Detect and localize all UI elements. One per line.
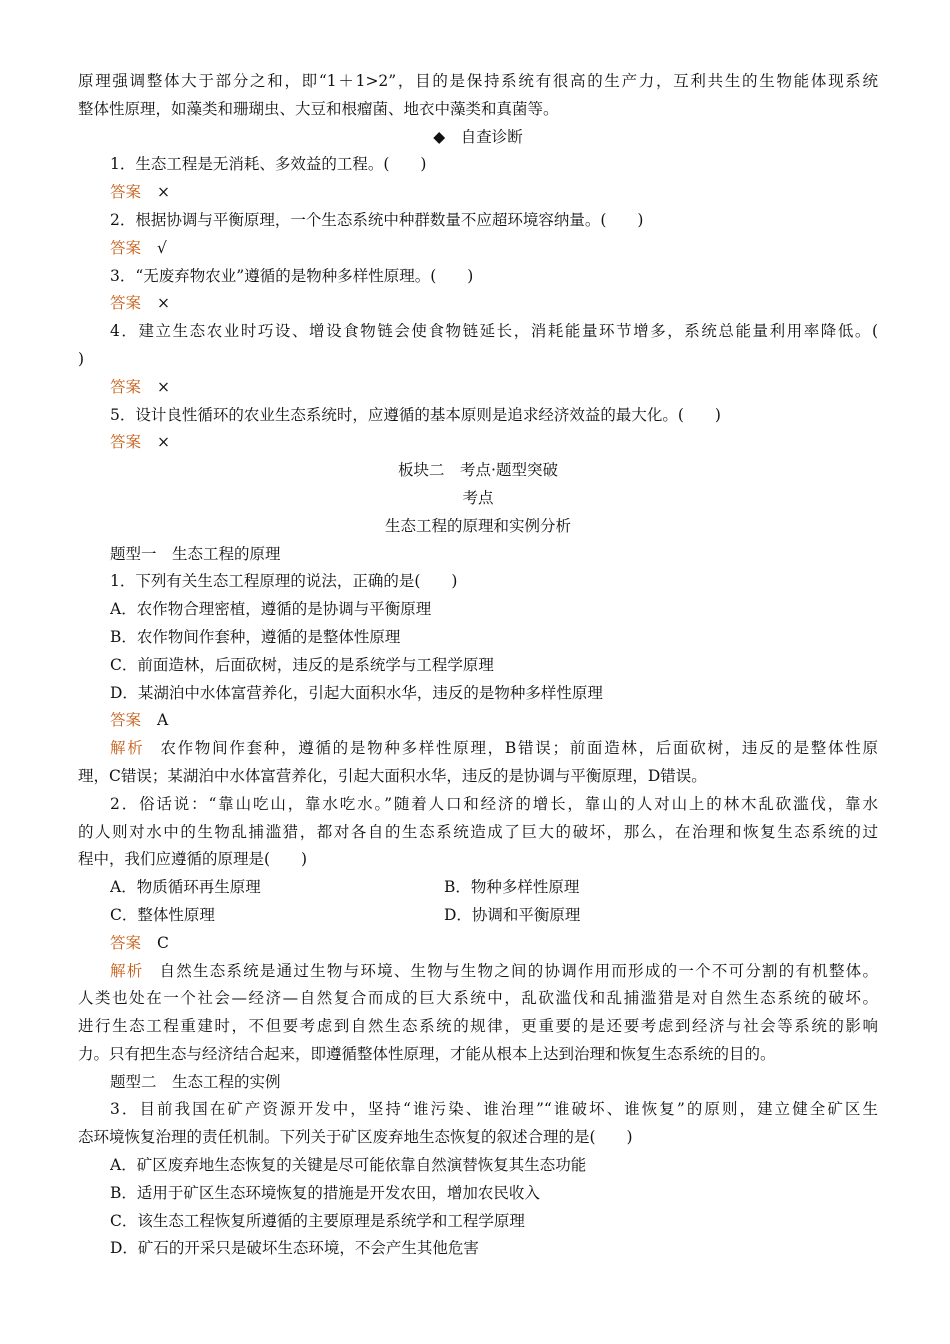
answer-value: A bbox=[157, 711, 169, 730]
question-stem: 2．俗话说：“靠山吃山，靠水吃水。”随着人口和经济的增长，靠山的人对山上的林木乱砍滥伐，靠水 bbox=[110, 794, 878, 813]
option: B．农作物间作套种，遵循的是整体性原理 bbox=[110, 627, 401, 646]
analysis-text: 农作物间作套种，遵循的是物种多样性原理，B错误；前面造林，后面砍树，违反的是整体性原 bbox=[160, 739, 878, 758]
question-stem: 的人则对水中的生物乱捕滥猎，都对各自的生态系统造成了巨大的破坏，那么，在治理和恢复生态系统的过 bbox=[78, 822, 878, 841]
option: C．该生态工程恢复所遵循的主要原理是系统学和工程学原理 bbox=[110, 1211, 525, 1230]
analysis-label: 解析 bbox=[110, 739, 145, 758]
answer-label: 答案 bbox=[110, 433, 142, 452]
analysis-label: 解析 bbox=[110, 961, 144, 980]
option: B．适用于矿区生态环境恢复的措施是开发农田，增加农民收入 bbox=[110, 1183, 540, 1202]
self-check-heading: ◆ 自查诊断 bbox=[433, 127, 523, 146]
option: A．农作物合理密植，遵循的是协调与平衡原理 bbox=[110, 600, 432, 619]
type-heading: 题型一 生态工程的原理 bbox=[110, 544, 281, 563]
analysis-line bbox=[78, 735, 878, 763]
question-stem: 态环境恢复治理的责任机制。下列关于矿区废弃地生态恢复的叙述合理的是( ) bbox=[78, 1128, 633, 1147]
analysis-line: 人类也处在一个社会—经济—自然复合而成的巨大系统中，乱砍滥伐和乱捕滥猎是对自然生态系统的破坏。 bbox=[78, 989, 878, 1008]
answer-value: × bbox=[157, 183, 171, 202]
answer-line bbox=[78, 930, 878, 958]
question-stem: 1．下列有关生态工程原理的说法，正确的是( ) bbox=[110, 572, 458, 591]
question-stem: 3．目前我国在矿产资源开发中，坚持“谁污染、谁治理”“谁破坏、谁恢复”的原则，建立健全矿区生 bbox=[110, 1100, 878, 1119]
option: C．整体性原理 bbox=[110, 905, 215, 924]
intro-line: 原理强调整体大于部分之和，即“1＋1>2”，目的是保持系统有很高的生产力，互利共生的生物能体现系统 bbox=[78, 72, 878, 90]
document-page bbox=[78, 68, 878, 1263]
option: C．前面造林，后面砍树，违反的是系统学与工程学原理 bbox=[110, 655, 494, 674]
answer-label: 答案 bbox=[110, 238, 142, 257]
answer-value: × bbox=[157, 377, 171, 396]
option-row bbox=[78, 902, 878, 930]
answer-value: × bbox=[157, 294, 171, 313]
self-check-answer bbox=[78, 429, 878, 457]
self-check-answer bbox=[78, 374, 878, 402]
self-check-question: 2．根据协调与平衡原理，一个生态系统中种群数量不应超环境容纳量。( ) bbox=[110, 210, 644, 229]
option: D．协调和平衡原理 bbox=[444, 905, 581, 924]
answer-label: 答案 bbox=[110, 933, 142, 952]
answer-value: × bbox=[157, 433, 171, 452]
option: D．某湖泊中水体富营养化，引起大面积水华，违反的是物种多样性原理 bbox=[110, 683, 603, 702]
option: D．矿石的开采只是破坏生态环境，不会产生其他危害 bbox=[110, 1239, 479, 1258]
option: B．物种多样性原理 bbox=[444, 878, 580, 897]
analysis-line: 理，C错误；某湖泊中水体富营养化，引起大面积水华，违反的是协调与平衡原理，D错误。 bbox=[78, 766, 707, 785]
option: A．物质循环再生原理 bbox=[110, 878, 261, 897]
answer-line bbox=[78, 707, 878, 735]
self-check-answer bbox=[78, 179, 878, 207]
self-check-question: 3．“无废弃物农业”遵循的是物种多样性原理。( ) bbox=[110, 266, 474, 285]
answer-label: 答案 bbox=[110, 377, 142, 396]
type-heading: 题型二 生态工程的实例 bbox=[110, 1072, 281, 1091]
section-title: 板块二 考点·题型突破 bbox=[398, 461, 558, 480]
analysis-text: 自然生态系统是通过生物与环境、生物与生物之间的协调作用而形成的一个不可分割的有机整体。 bbox=[159, 961, 878, 980]
answer-value: C bbox=[157, 933, 169, 952]
analysis-line bbox=[78, 958, 878, 986]
answer-value: √ bbox=[157, 238, 167, 257]
answer-label: 答案 bbox=[110, 183, 142, 202]
section-topic: 生态工程的原理和实例分析 bbox=[384, 516, 571, 535]
answer-label: 答案 bbox=[110, 711, 142, 730]
self-check-question-cont: ) bbox=[78, 349, 85, 368]
option: A．矿区废弃地生态恢复的关键是尽可能依靠自然演替恢复其生态功能 bbox=[110, 1156, 587, 1175]
analysis-line: 进行生态工程重建时，不但要考虑到自然生态系统的规律，更重要的是还要考虑到经济与社会等系统的影响 bbox=[78, 1017, 878, 1036]
self-check-question: 1．生态工程是无消耗、多效益的工程。( ) bbox=[110, 155, 427, 174]
answer-label: 答案 bbox=[110, 294, 142, 313]
self-check-answer bbox=[78, 290, 878, 318]
self-check-answer bbox=[78, 235, 878, 263]
self-check-question: 5．设计良性循环的农业生态系统时，应遵循的基本原则是追求经济效益的最大化。( ) bbox=[110, 405, 721, 424]
analysis-line: 力。只有把生态与经济结合起来，即遵循整体性原理，才能从根本上达到治理和恢复生态系统的目的。 bbox=[78, 1044, 776, 1063]
intro-line: 整体性原理，如藻类和珊瑚虫、大豆和根瘤菌、地衣中藻类和真菌等。 bbox=[78, 99, 559, 118]
section-subtitle: 考点 bbox=[462, 488, 494, 507]
option-row bbox=[78, 874, 878, 902]
question-stem: 程中，我们应遵循的原理是( ) bbox=[78, 850, 308, 869]
self-check-question: 4．建立生态农业时巧设、增设食物链会使食物链延长，消耗能量环节增多，系统总能量利用率降低。( bbox=[110, 322, 878, 341]
